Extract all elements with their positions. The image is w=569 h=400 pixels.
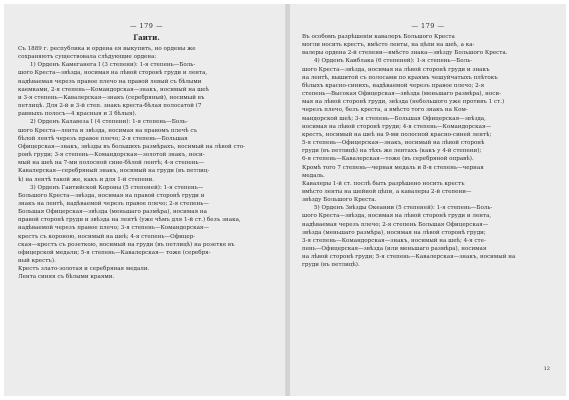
- right-page-line: мая на лѣвой сторонѣ груди, звѣзда (небольшого уже противъ 1 ст.): [302, 99, 505, 106]
- right-page-line: Въ особомъ разрѣшеніи кавалеръ Большого Креста: [302, 34, 455, 40]
- left-page-line: Лента синяя съ бѣлыми краями.: [18, 274, 115, 281]
- right-page-line: 4) Орденъ Каиблака (6 степеней): 1-я степень—Боль-: [314, 58, 473, 65]
- right-page-line: на лѣвой сторонѣ груди; 5-я степень—Кавалерская—знакъ, носимый на: [302, 254, 516, 261]
- right-page-line: груди (въ петлицѣ).: [302, 262, 360, 269]
- left-page-line: офицерской медали; 5-я степень—Кавалерская— тоже (серебря-: [18, 249, 211, 256]
- left-page-line: шого Креста—звѣзда, носимая на лѣвой сторонѣ груди и лента,: [18, 70, 208, 77]
- right-page-line: крестъ, носимый на шеѣ на 9-ми полосной красно-синей лентѣ;: [302, 131, 492, 138]
- left-page-line: равныхъ полосъ—4 красныя и 3 бѣлыя).: [18, 111, 137, 118]
- right-page-line: шого Креста—звѣзда, носимая на лѣвой сторонѣ груди и лента,: [302, 213, 492, 220]
- left-page-line: бѣлой лентѣ черезъ правое плечо; 2-я степень—Большая: [18, 135, 188, 142]
- right-page-line: валеры ордена 2-й степени—вмѣсто знака—звѣзду Большого Креста.: [302, 50, 508, 57]
- left-page-line: Большого Креста—звѣзда, носимая на правой сторонѣ груди и: [18, 192, 205, 199]
- right-page-line: на лентѣ, вышитой съ полосами по краямъ чешуйчатыхъ плѣтокъ: [302, 74, 498, 81]
- right-page-line: надѣваемая черезъ плечо; 2-я степень Большая Офицерская—: [302, 221, 489, 228]
- right-page: [290, 4, 566, 396]
- right-page-line: бѣлыхъ красно-синихъ, надѣваемой черезъ правое плечо; 2-я: [302, 82, 485, 89]
- left-page-title: Гаити.: [133, 33, 160, 42]
- left-page-body: [18, 45, 275, 282]
- right-page-line: мандорской шеѣ; 3-я степень—Большая Офицерская—звѣзда,: [302, 115, 486, 122]
- left-page-line: надѣваемая черезъ правое плечо на правой левый съ бѣлыми: [18, 78, 202, 85]
- left-page: [4, 4, 286, 396]
- right-page-text: [302, 22, 554, 270]
- left-page-line: 3) Орденъ Гаитийской Короны (5 степеней): 1-я степень—: [30, 184, 204, 191]
- right-page-line: звѣзда (меньшаго размѣра), носимая на лѣвой сторонѣ груди;: [302, 229, 486, 236]
- right-page-line: 6-я степень—Кавалерская—тоже (въ серебряной оправѣ).: [302, 156, 474, 163]
- left-page-line: 1) Орденъ Камеганега I (3 степени): 1-я степень—Боль-: [30, 62, 196, 69]
- left-page-line: ронѣ груди; 3-я степень—Командорская—золотой знакъ, носи-: [18, 152, 205, 159]
- signature-mark: 12: [543, 366, 550, 372]
- left-page-line: Съ 1889 г. республика и ордена ея выкупить, но ордены же: [18, 46, 196, 52]
- right-page-line: вмѣсто ленты на шейной цѣпи, а кавалеры 2-й степени—: [302, 188, 472, 195]
- left-page-line: петлицѣ. Для 2-й и 3-й степ. знакъ креста-бѣлая полосатой (7: [18, 103, 202, 110]
- left-page-line: Офицерская—знакъ, звѣзды въ большихъ размѣрахъ, носимый на лѣвой сто-: [18, 143, 245, 150]
- left-page-line: Кавалерская—серебряный знакъ, носимый на груди (въ петлиц-: [18, 168, 210, 175]
- left-page-line: 2) Орденъ Калавеза I (4 степени): 1-я степень—Боль-: [30, 119, 188, 126]
- left-page-line: мый на шеѣ на 7-ми полосной сине-бѣлой лентѣ; 4-я степень—: [18, 160, 205, 167]
- left-page-text: [18, 22, 275, 282]
- left-page-line: крестъ съ короною, носимый на шеѣ; 4-я степень—Офицер-: [18, 233, 196, 240]
- left-page-line: каемками, 2-я степень—Командорская—знакъ, носимый на шеѣ: [18, 86, 209, 93]
- left-page-line: ская—крестъ съ розеткою, носимый на груди (въ петлицѣ) на розетке въ: [18, 241, 235, 248]
- right-page-line: пень—Офицерская—звѣзда (или меньшаго размѣра), носимая: [302, 246, 487, 253]
- right-page-line: могли носить крестъ, вмѣсто ленты, на цѣпи на шеѣ, а ка-: [302, 42, 475, 49]
- left-page-line: сохраняютъ существовала слѣдующие ордена:: [18, 54, 157, 61]
- right-page-body: [302, 33, 554, 270]
- right-page-line: 5-я степень—Офицерская—знакъ, носимый на лѣвой сторонѣ: [302, 140, 485, 147]
- left-page-line: ный крестъ).: [18, 258, 56, 265]
- left-page-line: знакъ на лентѣ, надѣваемой черезъ правое плечо; 2-я степень—: [18, 200, 209, 207]
- left-page-line: надѣваемой черезъ правое плечо; 3-я степень—Командорская—: [18, 225, 210, 232]
- right-page-line: черезъ плечо, безъ креста, а вмѣсто того знакъ на Ком-: [302, 107, 468, 114]
- left-page-line: ѣ) на лентѣ такой же, какъ и для 1-й степени.: [18, 176, 155, 183]
- right-page-line: 3-я степень—Командорская—знакъ, носимый на шеѣ; 4-я сте-: [302, 237, 486, 244]
- right-page-line: медаль.: [302, 172, 325, 179]
- left-page-line: шого Креста—лента и звѣзда, носимая на правомъ плечѣ съ: [18, 127, 198, 134]
- right-page-line: груди (въ петлицѣ) на тѣхъ же лентахъ (какъ у 4-й степени);: [302, 148, 482, 155]
- right-page-line: Кавалеры 1-й ст. послѣ быть разрѣшено носить крестъ: [302, 180, 465, 187]
- left-page-line: правой сторонѣ груди и звѣзда на лентѣ (уже чѣмъ для 1-й ст.) безъ знака,: [18, 217, 241, 224]
- right-page-line: 5) Орденъ Звѣзды Океании (5 степеней): 1-я степень—Боль-: [314, 205, 493, 212]
- right-page-line: носимая на лѣвой сторонѣ груди; 4-я степень—Командорская—: [302, 123, 492, 130]
- right-page-line: звѣзду Большого Креста.: [302, 197, 377, 204]
- right-page-line: степень—Высокая Офицерская—звѣзда (меньшаго размѣра), носи-: [302, 91, 502, 98]
- right-page-line: шого Креста—звѣзда, носимая на лѣвой сторонѣ груди и знакъ: [302, 66, 490, 73]
- left-page-line: Крестъ злато-золотая и серебряная медали.: [18, 266, 150, 273]
- left-page-line: Большая Офицерская—звѣзда (меньшаго размѣра), носимая на: [18, 209, 207, 216]
- left-page-number: — 179 —: [129, 22, 164, 30]
- right-page-number: — 179 —: [411, 22, 445, 30]
- left-page-line: и 3-я степень—Кавалерская—знакъ (серебряный), носимый въ: [18, 94, 205, 101]
- right-page-line: Кромѣ того 7 степень—черная медаль и 8-я степень—черная: [302, 164, 484, 171]
